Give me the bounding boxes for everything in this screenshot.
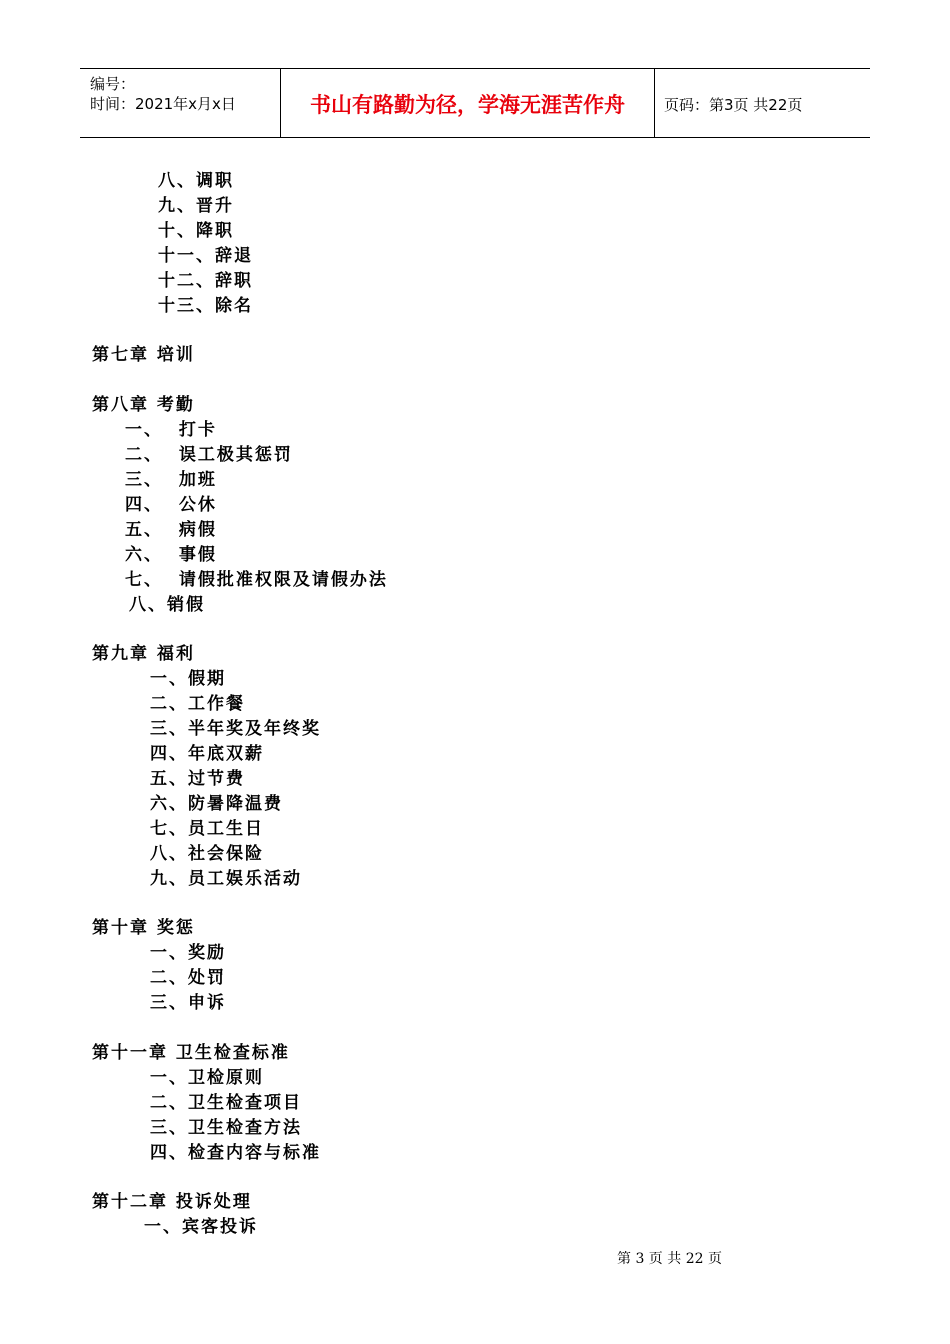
header-left-cell <box>80 69 280 137</box>
toc-item-guest-complaints: 一、宾客投诉 <box>144 1217 258 1237</box>
toc-item-rewards: 一、奖励 <box>150 943 226 963</box>
chapter-12-heading: 第十二章 投诉处理 <box>92 1192 252 1212</box>
toc-item-overtime: 三、 加班 <box>125 470 217 490</box>
toc-item-demotion: 十、降职 <box>158 221 234 241</box>
toc-item-leave-approval: 七、 请假批准权限及请假办法 <box>125 570 388 590</box>
chapter-8-heading: 第八章 考勤 <box>92 395 195 415</box>
toc-item-penalties: 二、处罚 <box>150 968 226 988</box>
header-page-info: 页码：第3页 共22页 <box>664 96 803 114</box>
header-middle-cell <box>280 69 655 137</box>
document-number-label: 编号： <box>90 75 136 93</box>
toc-item-social-insurance: 八、社会保险 <box>150 844 264 864</box>
chapter-10-heading: 第十章 奖惩 <box>92 918 195 938</box>
page-footer: 第 3 页 共 22 页 <box>617 1251 722 1267</box>
toc-item-resignation: 十二、辞职 <box>158 271 253 291</box>
toc-item-recreation: 九、员工娱乐活动 <box>150 869 302 889</box>
toc-item-removal: 十三、除名 <box>158 296 253 316</box>
toc-item-bonus: 三、半年奖及年终奖 <box>150 719 321 739</box>
toc-item-appeal: 三、申诉 <box>150 993 226 1013</box>
toc-item-personal-leave: 六、 事假 <box>125 545 217 565</box>
toc-item-meals: 二、工作餐 <box>150 694 245 714</box>
toc-item-holidays: 一、假期 <box>150 669 226 689</box>
toc-item-hygiene-methods: 三、卫生检查方法 <box>150 1118 302 1138</box>
chapter-7-heading: 第七章 培训 <box>92 345 195 365</box>
toc-item-promotion: 九、晋升 <box>158 196 234 216</box>
toc-item-hygiene-items: 二、卫生检查项目 <box>150 1093 302 1113</box>
toc-item-dismissal: 十一、辞退 <box>158 246 253 266</box>
toc-item-day-off: 四、 公休 <box>125 495 217 515</box>
toc-item-clock-in: 一、 打卡 <box>125 420 217 440</box>
toc-item-birthday: 七、员工生日 <box>150 819 264 839</box>
toc-item-hygiene-standards: 四、检查内容与标准 <box>150 1143 321 1163</box>
toc-item-absence-penalty: 二、 误工极其惩罚 <box>125 445 293 465</box>
toc-item-transfer: 八、调职 <box>158 171 234 191</box>
toc-item-heat-allowance: 六、防暑降温费 <box>150 794 283 814</box>
toc-item-leave-cancel: 八、销假 <box>129 595 205 615</box>
toc-item-festival-allowance: 五、过节费 <box>150 769 245 789</box>
page-header <box>80 68 870 138</box>
toc-item-double-pay: 四、年底双薪 <box>150 744 264 764</box>
header-right-cell <box>654 69 870 137</box>
chapter-9-heading: 第九章 福利 <box>92 644 195 664</box>
toc-item-hygiene-principles: 一、卫检原则 <box>150 1068 264 1088</box>
toc-item-sick-leave: 五、 病假 <box>125 520 217 540</box>
chapter-11-heading: 第十一章 卫生检查标准 <box>92 1043 290 1063</box>
header-motto: 书山有路勤为径，学海无涯苦作舟 <box>310 93 625 117</box>
document-time-label: 时间：2021年x月x日 <box>90 95 236 113</box>
